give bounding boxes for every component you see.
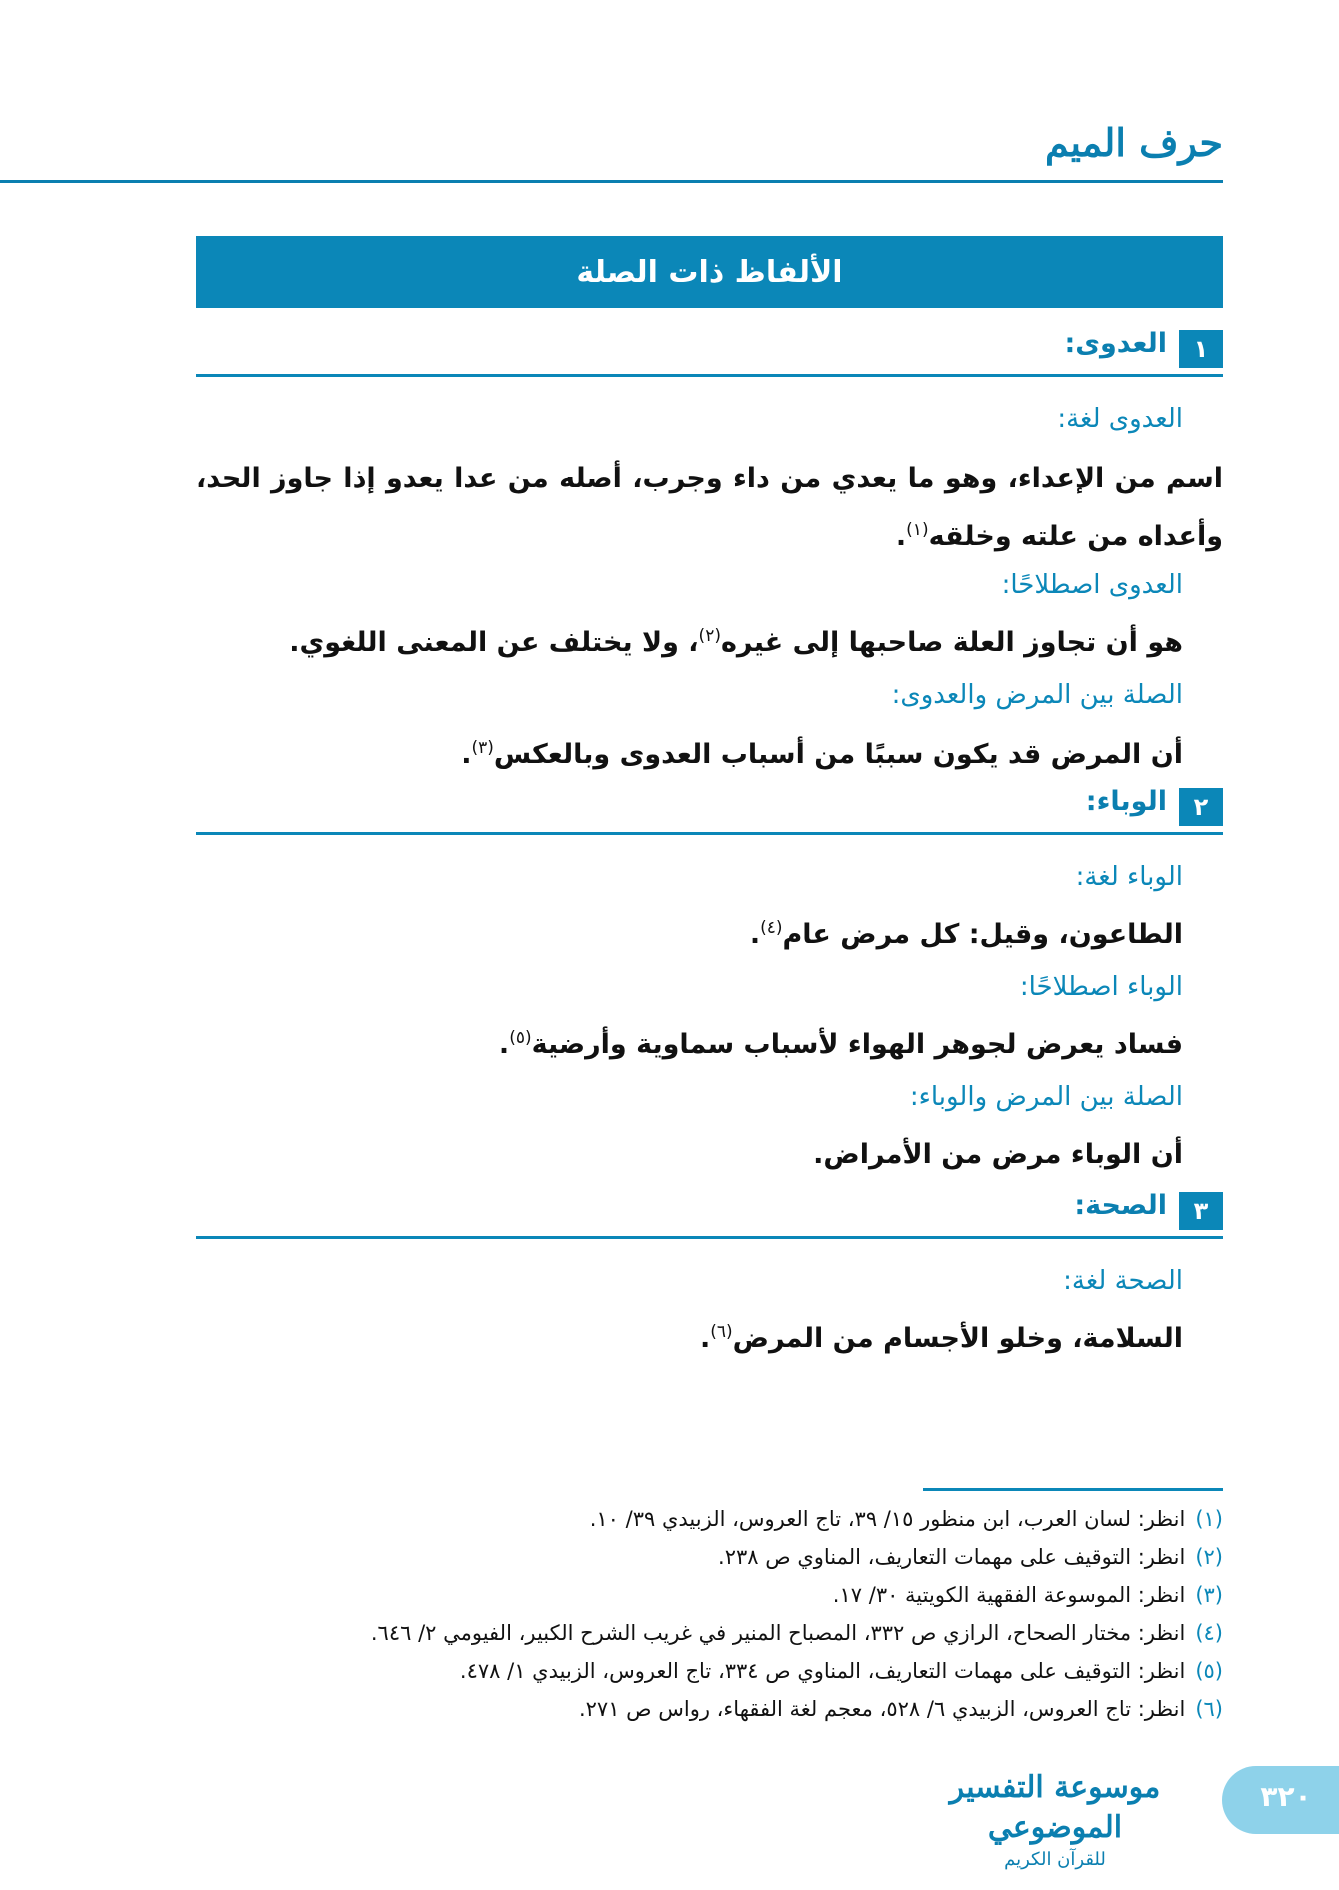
paragraph-text: اسم من الإعداء، وهو ما يعدي من داء وجرب، أصله من عدا يعدو إذا جاوز الحد، وأعداه من علته وخلقه bbox=[196, 463, 1223, 552]
footnote-mark: (٢) bbox=[698, 626, 721, 646]
subhead: الصلة بين المرض والوباء: bbox=[909, 1082, 1183, 1112]
footnote bbox=[196, 1576, 1223, 1614]
chapter-title: حرف الميم bbox=[1045, 120, 1223, 165]
paragraph-text: هو أن تجاوز العلة صاحبها إلى غيره bbox=[720, 627, 1183, 658]
logo-sub-text: للقرآن الكريم bbox=[1004, 1849, 1106, 1870]
term-header-1 bbox=[196, 326, 1223, 377]
paragraph-text: أن الوباء مرض من الأمراض. bbox=[813, 1139, 1183, 1170]
paragraph bbox=[196, 726, 1183, 784]
term-title: العدوى: bbox=[1064, 328, 1167, 359]
paragraph bbox=[196, 1126, 1183, 1184]
paragraph bbox=[196, 614, 1183, 672]
paragraph-text: فساد يعرض لجوهر الهواء لأسباب سماوية وأرضية bbox=[531, 1029, 1183, 1060]
logo-main-text: موسوعة التفسير الموضوعي bbox=[949, 1770, 1161, 1845]
term-number: ١ bbox=[1179, 330, 1223, 368]
subhead: العدوى لغة: bbox=[1057, 404, 1183, 434]
header-rule bbox=[0, 180, 1223, 183]
paragraph bbox=[196, 906, 1183, 964]
paragraph-tail: . bbox=[699, 1323, 711, 1354]
term-title: الصحة: bbox=[1074, 1190, 1167, 1221]
term-title: الوباء: bbox=[1085, 786, 1167, 817]
subhead: الصلة بين المرض والعدوى: bbox=[891, 680, 1183, 710]
footnote-text: انظر: مختار الصحاح، الرازي ص ٣٣٢، المصباح المنير في غريب الشرح الكبير، الفيومي ٢/ ٦٤٦. bbox=[370, 1621, 1186, 1645]
subhead: الوباء اصطلاحًا: bbox=[1019, 972, 1183, 1002]
page-number: ٣٢٠ bbox=[1260, 1780, 1312, 1813]
term-header-3 bbox=[196, 1188, 1223, 1239]
footnote bbox=[196, 1614, 1223, 1652]
paragraph-tail: . bbox=[895, 521, 907, 552]
paragraph-tail: . bbox=[498, 1029, 510, 1060]
subhead: الوباء لغة: bbox=[1075, 862, 1183, 892]
paragraph-tail: ، ولا يختلف عن المعنى اللغوي. bbox=[289, 627, 699, 658]
subhead: العدوى اصطلاحًا: bbox=[1001, 570, 1183, 600]
footnote-mark: (١) bbox=[906, 520, 929, 540]
subhead: الصحة لغة: bbox=[1063, 1266, 1183, 1296]
footnote-rule bbox=[923, 1488, 1223, 1491]
paragraph bbox=[196, 1310, 1183, 1368]
footnote-number: (٢) bbox=[1195, 1545, 1223, 1569]
footnote-mark: (٥) bbox=[509, 1028, 532, 1048]
footnote-mark: (٤) bbox=[760, 918, 783, 938]
term-header-2 bbox=[196, 784, 1223, 835]
paragraph-tail: . bbox=[749, 919, 761, 950]
footnote-number: (١) bbox=[1195, 1507, 1223, 1531]
footnote-text: انظر: التوقيف على مهمات التعاريف، المناوي ص ٣٣٤، تاج العروس، الزبيدي ١/ ٤٧٨. bbox=[459, 1659, 1186, 1683]
paragraph bbox=[196, 1016, 1183, 1074]
paragraph-text: السلامة، وخلو الأجسام من المرض bbox=[732, 1323, 1183, 1354]
footnote bbox=[196, 1690, 1223, 1728]
paragraph-text: الطاعون، وقيل: كل مرض عام bbox=[782, 919, 1183, 950]
term-number: ٣ bbox=[1179, 1192, 1223, 1230]
footnote bbox=[196, 1500, 1223, 1538]
footnote-number: (٦) bbox=[1195, 1697, 1223, 1721]
paragraph-text: أن المرض قد يكون سببًا من أسباب العدوى وبالعكس bbox=[493, 739, 1183, 770]
footnote-text: انظر: الموسوعة الفقهية الكويتية ٣٠/ ١٧. bbox=[832, 1583, 1186, 1607]
footnote bbox=[196, 1538, 1223, 1576]
footnote bbox=[196, 1652, 1223, 1690]
footnote-mark: (٦) bbox=[710, 1322, 733, 1342]
footnote-number: (٥) bbox=[1195, 1659, 1223, 1683]
footnotes bbox=[196, 1500, 1223, 1728]
term-number: ٢ bbox=[1179, 788, 1223, 826]
footnote-number: (٤) bbox=[1195, 1621, 1223, 1645]
footnote-text: انظر: تاج العروس، الزبيدي ٦/ ٥٢٨، معجم لغة الفقهاء، رواس ص ٢٧١. bbox=[578, 1697, 1186, 1721]
footnote-text: انظر: التوقيف على مهمات التعاريف، المناوي ص ٢٣٨. bbox=[718, 1545, 1186, 1569]
footnote-number: (٣) bbox=[1195, 1583, 1223, 1607]
footnote-text: انظر: لسان العرب، ابن منظور ١٥/ ٣٩، تاج العروس، الزبيدي ٣٩/ ١٠. bbox=[589, 1507, 1186, 1531]
section-banner bbox=[196, 236, 1223, 308]
footnote-mark: (٣) bbox=[471, 738, 494, 758]
paragraph-tail: . bbox=[461, 739, 472, 770]
section-title: الألفاظ ذات الصلة bbox=[576, 254, 843, 290]
encyclopedia-logo bbox=[930, 1768, 1180, 1870]
paragraph bbox=[196, 450, 1223, 566]
